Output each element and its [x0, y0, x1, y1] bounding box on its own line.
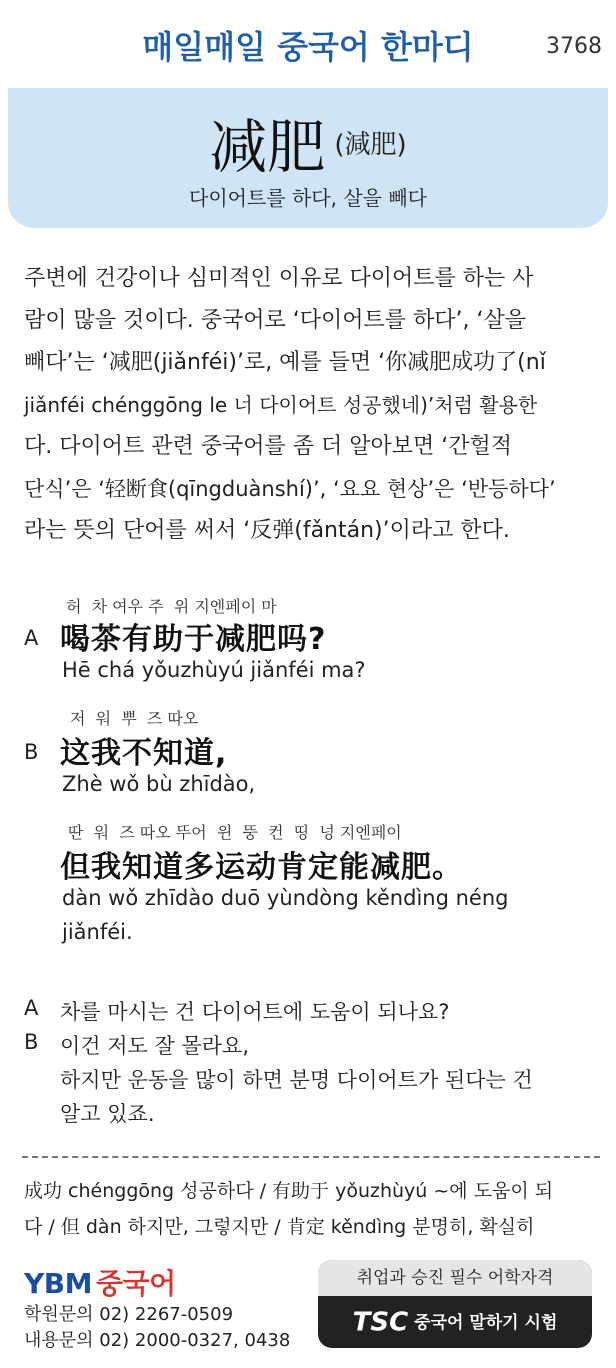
pinyin-a1: Hē chá yǒuzhùyú jiǎnféi ma?	[62, 658, 366, 682]
ybm-logo-chinese: 중국어	[95, 1267, 176, 1300]
translation-a: 차를 마시는 건 다이어트에 도움이 되나요?	[60, 1000, 450, 1024]
series-title: 매일매일 중국어 한마디	[142, 28, 474, 66]
hanzi-b2: 但我知道多运动肯定能减肥。	[60, 850, 463, 885]
hanzi-b1: 这我不知道,	[60, 736, 228, 771]
translation-speaker-b: B	[24, 1030, 39, 1054]
intro-line: 단식’은 ‘轻断食(qīngduànshí)’, ‘요요 현상’은 ‘반등하다’	[24, 477, 556, 501]
translation-b-line2: 하지만 운동을 많이 하면 분명 다이어트가 된다는 건	[60, 1068, 533, 1092]
headword-meaning: 다이어트를 하다, 살을 빼다	[189, 186, 427, 210]
intro-line: 빼다’는 ‘减肥(jiǎnféi)’로, 예를 들면 ‘你减肥成功了(nǐ	[24, 350, 546, 375]
vocab-line: 成功 chénggōng 성공하다 / 有助于 yǒuzhùyú ~에 도움이 되	[24, 1180, 554, 1202]
issue-number: 3768	[546, 34, 602, 59]
tsc-logo-row	[318, 1296, 592, 1348]
intro-line: 라는 뜻의 단어를 써서 ‘反弹(fǎntán)’이라고 한다.	[24, 518, 510, 543]
ybm-logo-text: YBM	[24, 1267, 92, 1300]
tsc-logo: TSC	[352, 1307, 409, 1338]
intro-line: 람이 많을 것이다. 중국어로 ‘다이어트를 하다’, ‘살을	[24, 308, 526, 333]
ruby-b1: 저 워 뿌 즈 따오	[70, 709, 199, 728]
vocab-line: 다 / 但 dàn 하지만, 그렇지만 / 肯定 kěndìng 분명히, 확실히	[24, 1216, 535, 1238]
speaker-a: A	[24, 626, 39, 650]
ruby-a1: 허 차 여우 주 위 지엔페이 마	[66, 597, 277, 616]
speaker-b: B	[24, 740, 39, 764]
tsc-banner	[318, 1260, 592, 1348]
headword-hanzi: 减肥	[209, 113, 326, 181]
headword	[8, 100, 608, 184]
pinyin-b2-line1: dàn wǒ zhīdào duō yùndòng kěndìng néng	[62, 886, 509, 910]
tsc-name: 중국어 말하기 시험	[414, 1312, 558, 1333]
headword-traditional: (減肥)	[334, 129, 407, 160]
contact-academy: 학원문의 02) 2267-0509	[24, 1304, 234, 1325]
translation-speaker-a: A	[24, 996, 39, 1020]
translation-b-line1: 이건 저도 잘 몰라요,	[60, 1034, 249, 1058]
hanzi-a1: 喝茶有助于减肥吗?	[60, 622, 327, 657]
headword-box	[8, 88, 608, 228]
contact-content: 내용문의 02) 2000-0327, 0438	[24, 1330, 291, 1351]
intro-line: jiǎnféi chénggōng le 너 다이어트 성공했네)’처럼 활용한	[24, 393, 538, 417]
intro-line: 다. 다이어트 관련 중국어를 좀 더 알아보면 ‘간헐적	[24, 434, 512, 459]
ruby-b2: 딴 워 즈 따오 뚜어 윈 뚱 컨 띵 넝 지엔페이	[68, 823, 402, 842]
translation-b-line3: 알고 있죠.	[60, 1102, 155, 1126]
tsc-tagline: 취업과 승진 필수 어학자격	[318, 1260, 592, 1296]
intro-line: 주변에 건강이나 심미적인 이유로 다이어트를 하는 사	[24, 266, 534, 291]
pinyin-b2-line2: jiǎnféi.	[62, 920, 133, 944]
pinyin-b1: Zhè wǒ bù zhīdào,	[62, 772, 256, 796]
dashed-divider	[22, 1156, 600, 1158]
ybm-logo	[24, 1262, 176, 1302]
